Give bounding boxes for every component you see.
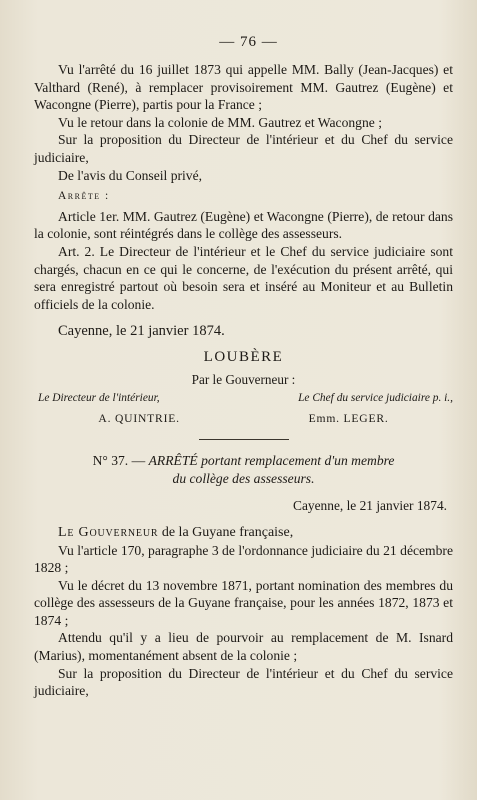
paragraph-vu-decret: Vu le décret du 13 novembre 1871, portant nomination des membres du collège des assesseurs de la Guyane française, pour les années 1872, 1873 et 1874 ;	[34, 577, 453, 628]
section-number: N° 37.	[92, 452, 129, 468]
chef-name: Emm. LEGER.	[308, 411, 389, 425]
officials-names	[34, 412, 453, 425]
gouverneur-rest: de la Guyane française,	[161, 524, 294, 540]
par-le-gouverneur: Par le Gouverneur :	[191, 371, 296, 387]
section-subtitle: du collège des assesseurs.	[172, 470, 315, 486]
section-dash: —	[131, 452, 146, 468]
directeur-name: A. QUINTRIE.	[98, 411, 180, 425]
date-line: Cayenne, le 21 janvier 1874.	[58, 323, 225, 340]
section-arrete-word: ARRÊTÉ	[148, 452, 198, 468]
directeur-title: Le Directeur de l'intérieur,	[38, 391, 160, 404]
governor-signature: LOUBÈRE	[203, 348, 284, 365]
officials-titles	[34, 392, 453, 404]
paragraph-avis-conseil: De l'avis du Conseil privé,	[58, 167, 203, 183]
paragraph-sur-proposition-2: Sur la proposition du Directeur de l'intérieur et du Chef du service judiciaire,	[34, 665, 453, 699]
section-divider	[199, 439, 289, 440]
arrete-label: Arrête :	[58, 190, 110, 203]
paragraph-sur-proposition: Sur la proposition du Directeur de l'intérieur et du Chef du service judiciaire,	[34, 132, 453, 165]
paragraph-vu-retour: Vu le retour dans la colonie de MM. Gautrez et Wacongne ;	[58, 114, 382, 130]
paragraph-attendu: Attendu qu'il y a lieu de pourvoir au remplacement de M. Isnard (Marius), momentanément absent de la colonie ;	[34, 630, 453, 664]
section-date: Cayenne, le 21 janvier 1874.	[293, 497, 447, 513]
article-2: Art. 2. Le Directeur de l'intérieur et le Chef du service judiciaire sont chargés, chacun en ce qui le concerne, de l'exécution du présent arrêté, qui sera enregistré partout où besoin sera et inséré au Moniteur et au Bulletin officiels de la colonie.	[34, 243, 453, 312]
article-1: Article 1er. MM. Gautrez (Eugène) et Wacongne (Pierre), de retour dans la colonie, sont réintégrés dans le collège des assesseurs.	[34, 208, 453, 242]
section-heading	[34, 452, 453, 488]
page-number: — 76 —	[219, 34, 278, 50]
chef-title: Le Chef du service judiciaire p. i.,	[298, 391, 453, 404]
gouverneur-prefix: Le Gouverneur	[58, 524, 159, 540]
paragraph-vu-article: Vu l'article 170, paragraphe 3 de l'ordonnance judiciaire du 21 décembre 1828 ;	[34, 542, 453, 576]
gouverneur-line	[34, 524, 453, 542]
section-title: portant remplacement d'un membre	[201, 452, 395, 468]
paragraph-vu-arrete: Vu l'arrêté du 16 juillet 1873 qui appelle MM. Bally (Jean-Jacques) et Valthard (René), à remplacer provisoirement MM. Gautrez (Eugène) et Wacongne (Pierre), partis pour la France ;	[34, 62, 453, 113]
